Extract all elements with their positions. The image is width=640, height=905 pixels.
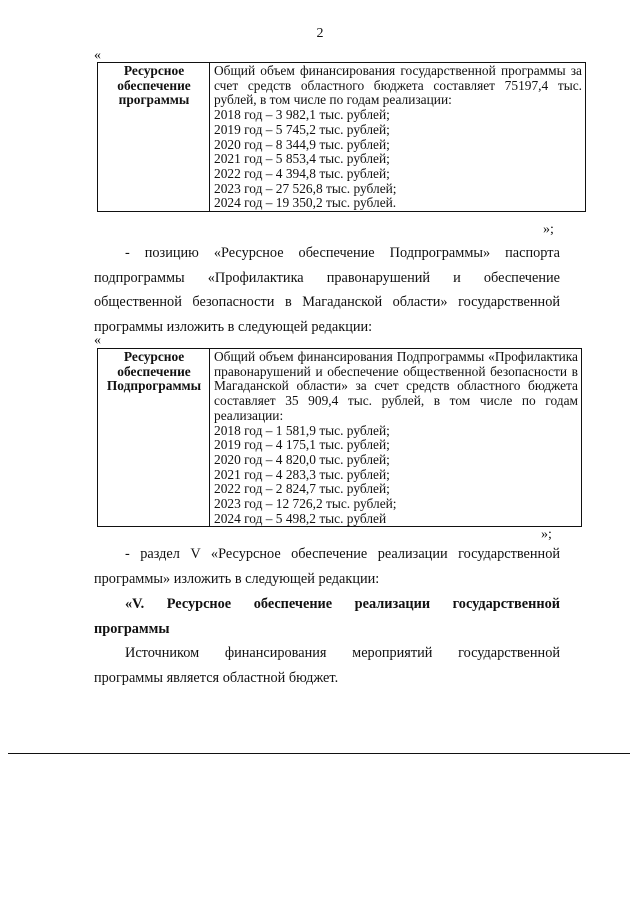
footer-rule [8,753,630,754]
section-v-heading: «V. Ресурсное обеспечение реализации государственной программы [94,596,560,637]
table2-label: Ресурсное обеспечение Подпрограммы [98,349,210,527]
closing-quote-1: »; [543,222,554,237]
table1-year-2018: 2018 год – 3 982,1 тыс. рублей; [214,107,390,123]
table2-year-2020: 2020 год – 4 820,0 тыс. рублей; [214,451,390,467]
closing-quote-2: »; [541,527,552,542]
table2-year-2018: 2018 год – 1 581,9 тыс. рублей; [214,422,390,438]
table1-year-2019: 2019 год – 5 745,2 тыс. рублей; [214,121,390,137]
table1-body [210,63,586,212]
table2-year-2021: 2021 год – 4 283,3 тыс. рублей; [214,466,390,482]
table1-year-2021: 2021 год – 5 853,4 тыс. рублей; [214,151,390,167]
resource-table-subprogram [97,348,582,527]
table1-year-2023: 2023 год – 27 526,8 тыс. рублей; [214,180,397,196]
table1-intro: Общий объем финансирования государственной программы за счет средств областного бюджета составляет 75197,4 тыс. рублей, в том числе по годам реализации: [214,63,582,108]
paragraph-section-v-amendment: - раздел V «Ресурсное обеспечение реализации государственной программы» изложить в следующей редакции: [94,546,560,587]
table1-year-2024: 2024 год – 19 350,2 тыс. рублей. [214,195,397,211]
table2-year-2022: 2022 год – 2 824,7 тыс. рублей; [214,481,390,497]
table1-label: Ресурсное обеспечение программы [98,63,210,212]
paragraph-funding-source: Источником финансирования мероприятий государственной программы является областной бюджет. [94,645,560,686]
table2-year-2019: 2019 год – 4 175,1 тыс. рублей; [214,437,390,453]
page-number: 2 [316,26,324,41]
table2-year-2024: 2024 год – 5 498,2 тыс. рублей [214,510,387,526]
table1-year-2022: 2022 год – 4 394,8 тыс. рублей; [214,165,390,181]
opening-quote-2: « [94,333,101,348]
resource-table-program [97,62,586,212]
table2-intro: Общий объем финансирования Подпрограммы «Профилактика правонарушений и обеспечение общественной безопасности в Магаданской области» за счет средств областного бюджета составляет 35 909,4 тыс. рублей, в том числе по годам реализации: [214,349,578,423]
opening-quote-1: « [94,48,101,63]
paragraph-subprogram-amendment: - позицию «Ресурсное обеспечение Подпрограммы» паспорта подпрограммы «Профилактика правонарушений и обеспечение общественной безопасности в Магаданской области» государственной программы изложить в следующей редакции: [94,245,560,335]
table1-year-2020: 2020 год – 8 344,9 тыс. рублей; [214,136,390,152]
table2-body [210,349,582,527]
table2-year-2023: 2023 год – 12 726,2 тыс. рублей; [214,496,397,512]
